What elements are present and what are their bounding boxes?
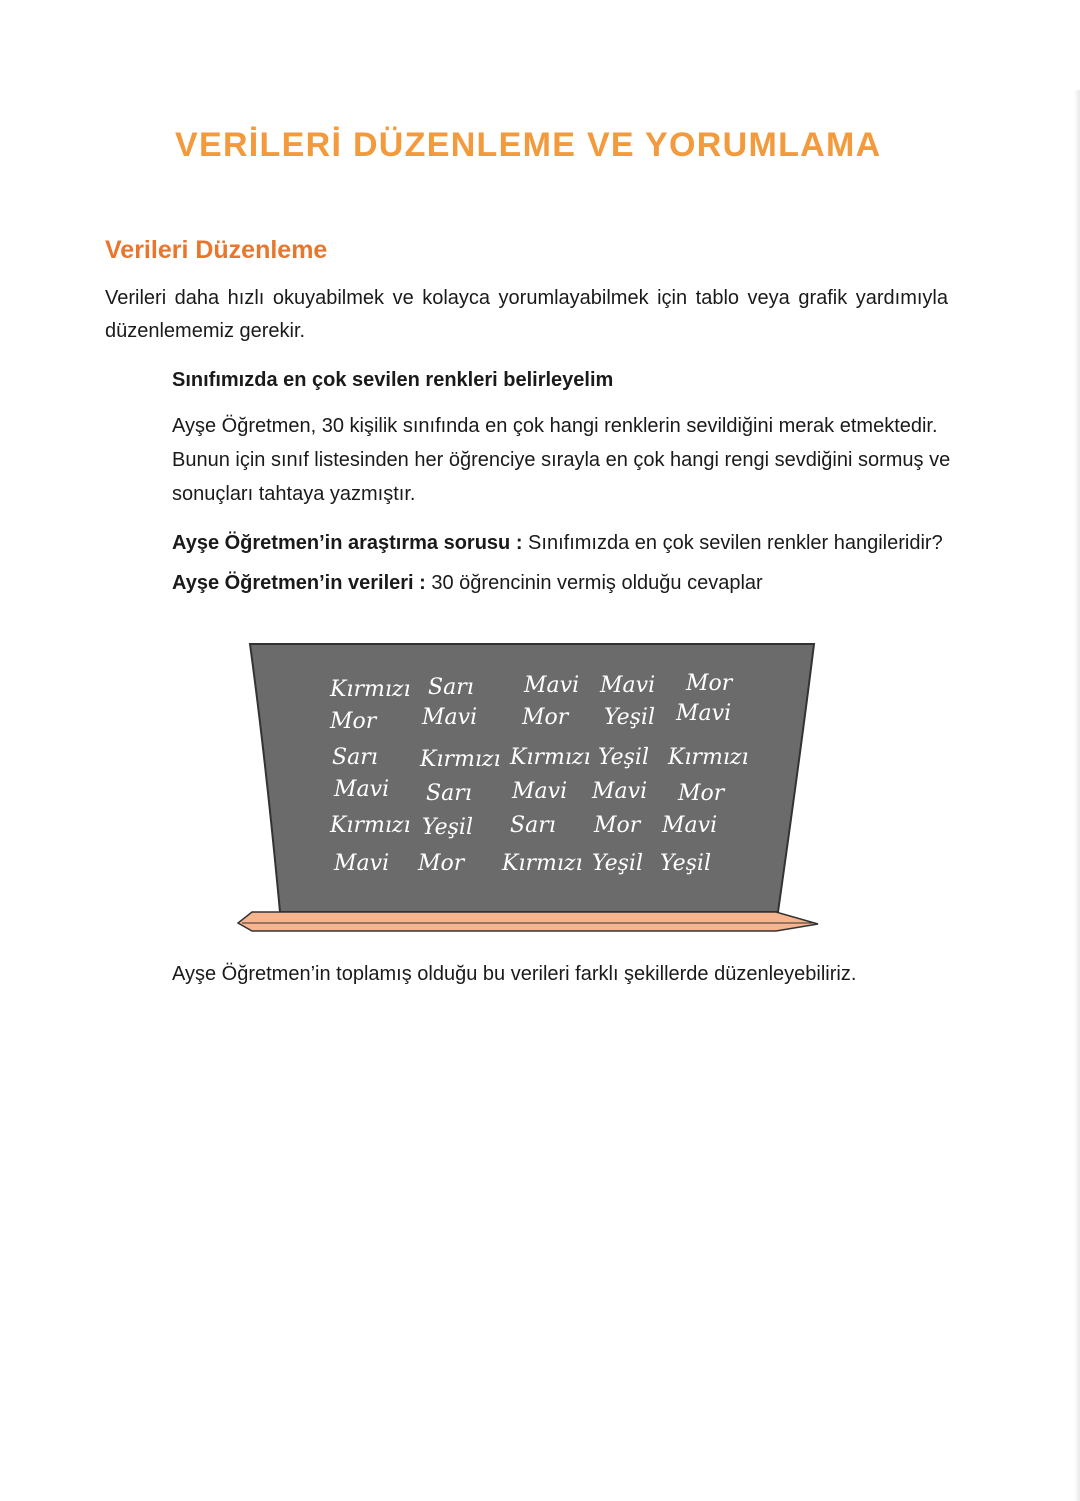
board-word: Mor xyxy=(330,709,377,734)
board-word: Mor xyxy=(418,851,465,876)
board-word: Kırmızı xyxy=(510,745,591,770)
board-word: Sarı xyxy=(426,781,472,806)
board-word: Mavi xyxy=(676,701,732,726)
board-word: Kırmızı xyxy=(330,677,411,702)
board-word: Yeşil xyxy=(422,815,473,840)
board-word: Mavi xyxy=(422,705,478,730)
blackboard-ledge xyxy=(238,912,818,931)
intro-paragraph: Verileri daha hızlı okuyabilmek ve kolayca yorumlayabilmek için tablo veya grafik yardımıyla düzenlememiz gerekir. xyxy=(105,287,948,342)
board-word: Kırmızı xyxy=(420,747,501,772)
closing-paragraph: Ayşe Öğretmen’in toplamış olduğu bu verileri farklı şekillerde düzenleyebiliriz. xyxy=(172,963,857,985)
data-description xyxy=(172,572,763,595)
board-word: Mor xyxy=(686,671,733,696)
activity-heading: Sınıfımızda en çok sevilen renkleri belirleyelim xyxy=(172,369,614,391)
blackboard-illustration xyxy=(236,642,820,934)
board-word: Mor xyxy=(594,813,641,838)
board-word: Mavi xyxy=(334,777,390,802)
board-word: Mor xyxy=(678,781,725,806)
research-question xyxy=(172,532,943,555)
board-word: Kırmızı xyxy=(330,813,411,838)
board-word: Yeşil xyxy=(660,851,711,876)
board-word: Yeşil xyxy=(598,745,649,770)
board-word: Mavi xyxy=(592,779,648,804)
board-word: Kırmızı xyxy=(668,745,749,770)
board-word: Mor xyxy=(522,705,569,730)
research-question-text: Sınıfımızda en çok sevilen renkler hangileridir? xyxy=(522,532,943,554)
page-edge-shadow xyxy=(1074,90,1080,1501)
board-word: Sarı xyxy=(428,675,474,700)
board-word: Mavi xyxy=(334,851,390,876)
board-word: Yeşil xyxy=(592,851,643,876)
research-question-label: Ayşe Öğretmen’in araştırma sorusu : xyxy=(172,532,523,554)
board-word: Sarı xyxy=(510,813,556,838)
board-word: Mavi xyxy=(600,673,656,698)
board-word: Yeşil xyxy=(604,705,655,730)
board-word: Mavi xyxy=(524,673,580,698)
page-title: VERİLERİ DÜZENLEME VE YORUMLAMA xyxy=(175,126,882,164)
data-description-text: 30 öğrencinin vermiş olduğu cevaplar xyxy=(425,572,763,594)
section-title: Verileri Düzenleme xyxy=(105,236,328,264)
board-word: Mavi xyxy=(512,779,568,804)
board-word: Sarı xyxy=(332,745,378,770)
activity-paragraph: Ayşe Öğretmen, 30 kişilik sınıfında en çok hangi renklerin sevildiğini merak etmektedir. Bunun için sınıf listesinden her öğrenciye sırayla en çok hangi rengi sevdiğini sormuş ve sonuçları tahtaya yazmıştır. xyxy=(172,415,951,505)
board-word: Mavi xyxy=(662,813,718,838)
data-description-label: Ayşe Öğretmen’in verileri : xyxy=(172,572,426,594)
board-word: Kırmızı xyxy=(502,851,583,876)
